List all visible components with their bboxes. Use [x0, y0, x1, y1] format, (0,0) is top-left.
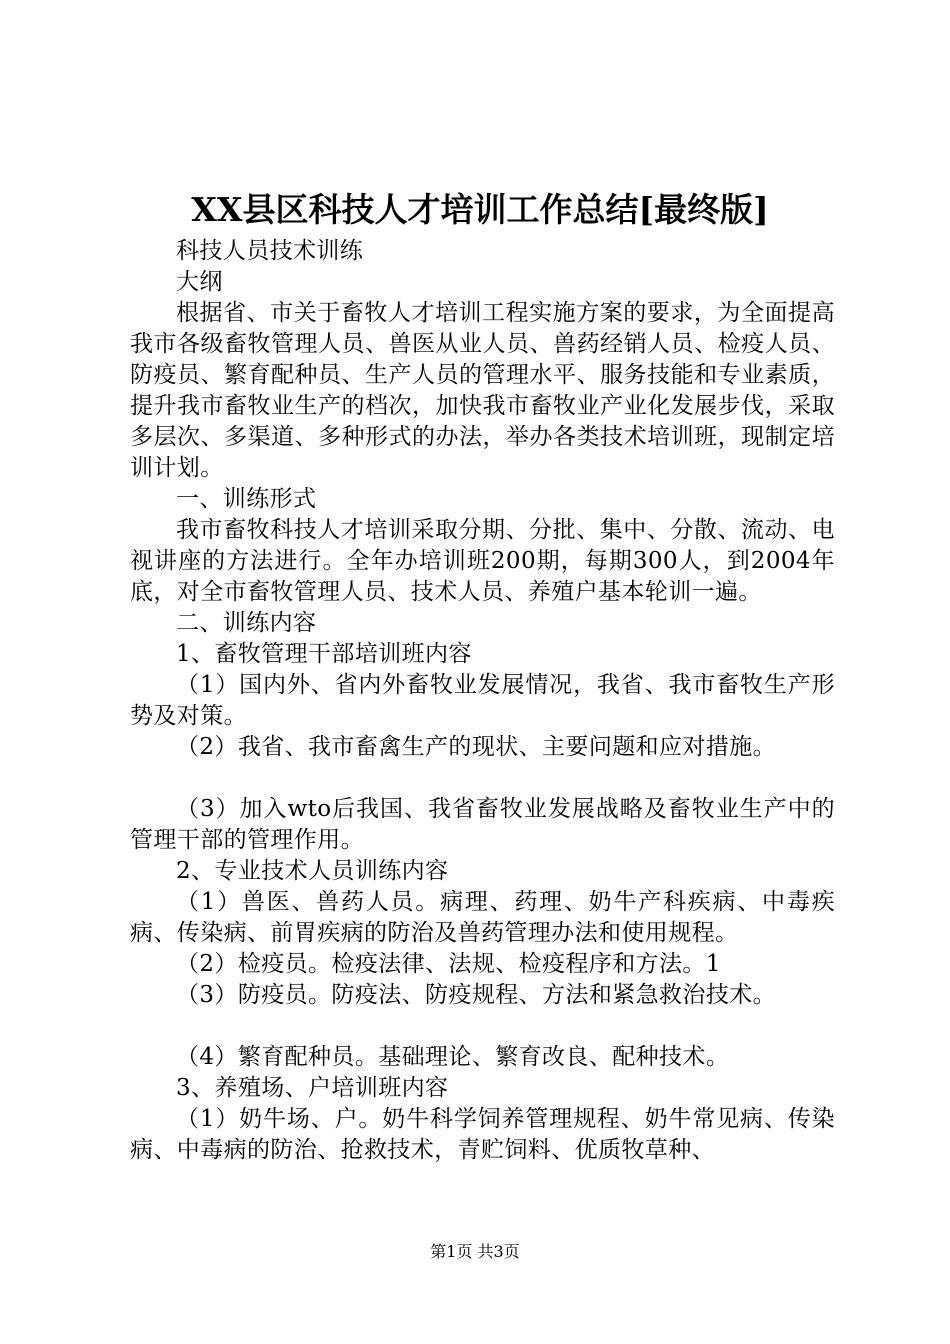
list-item: （2）检疫员。检疫法律、法规、检疫程序和方法。1	[176, 951, 721, 977]
list-item: （1）奶牛场、户。奶牛科学饲养管理规程、奶牛常见病、传染病、中毒病的防治、抢救技术，青贮饲料、优质牧草种、	[130, 1106, 835, 1163]
blank-line	[130, 1011, 835, 1042]
list-item: （1）国内外、省内外畜牧业发展情况，我省、我市畜牧生产形势及对策。	[130, 672, 835, 729]
list-item: （3）防疫员。防疫法、防疫规程、方法和紧急救治技术。	[176, 982, 777, 1008]
section-heading: 二、训练内容	[176, 610, 317, 636]
list-item: （3）加入wto后我国、我省畜牧业发展战略及畜牧业生产中的管理干部的管理作用。	[130, 796, 835, 853]
list-item: （2）我省、我市畜禽生产的现状、主要问题和应对措施。	[176, 734, 777, 760]
subsection-heading: 2、专业技术人员训练内容	[176, 858, 449, 884]
list-item: （1）兽医、兽药人员。病理、药理、奶牛产科疾病、中毒疾病、传染病、前胃疾病的防治及兽药管理办法和使用规程。	[130, 889, 835, 946]
paragraph: 我市畜牧科技人才培训采取分期、分批、集中、分散、流动、电视讲座的方法进行。全年办培训班200期，每期300人，到2004年底，对全市畜牧管理人员、技术人员、养殖户基本轮训一遍。	[130, 517, 835, 605]
paragraph: 大纲	[176, 269, 223, 295]
paragraph: 根据省、市关于畜牧人才培训工程实施方案的要求，为全面提高我市各级畜牧管理人员、兽医从业人员、兽药经销人员、检疫人员、防疫员、繁育配种员、生产人员的管理水平、服务技能和专业素质，提升我市畜牧业生产的档次，加快我市畜牧业产业化发展步伐，采取多层次、多渠道、多种形式的办法，举办各类技术培训班，现制定培训计划。	[130, 300, 835, 481]
list-item: （4）繁育配种员。基础理论、繁育改良、配种技术。	[176, 1044, 730, 1070]
page-footer: 第1页 共3页	[430, 1242, 520, 1261]
blank-line	[130, 763, 835, 794]
document-body	[130, 236, 835, 1166]
section-heading: 一、训练形式	[176, 486, 317, 512]
document-title: XX县区科技人才培训工作总结[最终版]	[191, 190, 769, 229]
paragraph: 科技人员技术训练	[176, 238, 364, 264]
subsection-heading: 1、畜牧管理干部培训班内容	[176, 641, 472, 667]
subsection-heading: 3、养殖场、户培训班内容	[176, 1075, 449, 1101]
